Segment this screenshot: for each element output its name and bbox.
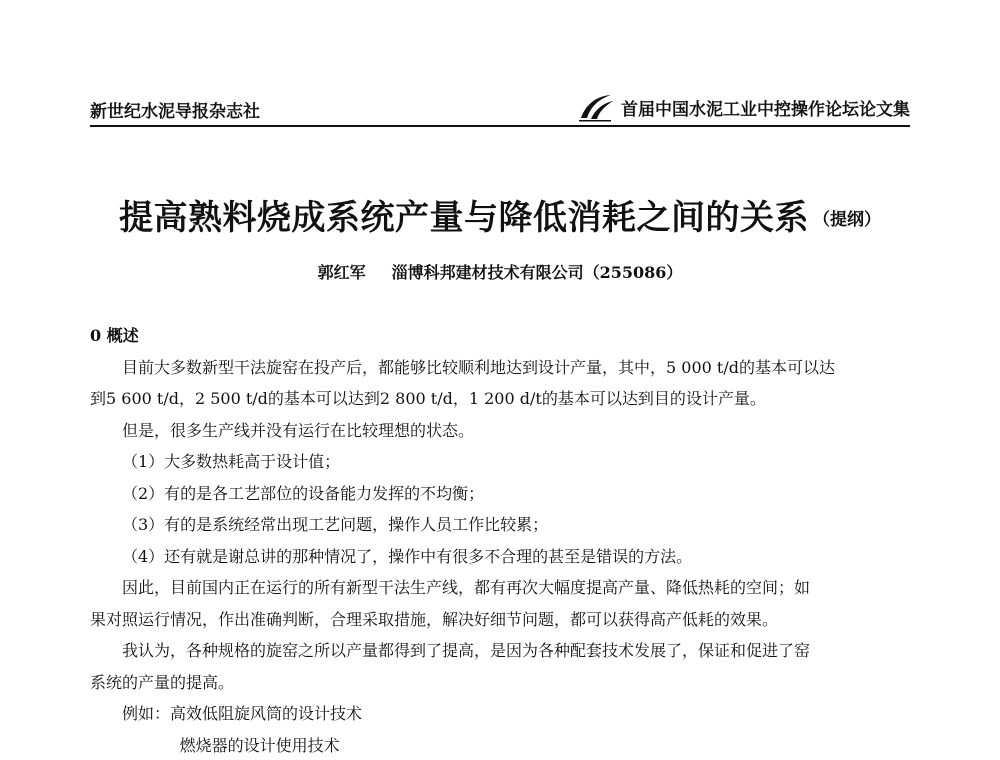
list-item: （1）大多数热耗高于设计值；	[122, 452, 341, 471]
publisher-name: 新世纪水泥导报杂志社	[90, 102, 260, 122]
paragraph-line: 但是，很多生产线并没有运行在比较理想的状态。	[122, 420, 475, 440]
byline	[0, 260, 1000, 283]
proceedings-title: 首届中国水泥工业中控操作论坛论文集	[621, 99, 910, 120]
author-name: 郭红军	[317, 263, 366, 282]
paragraph-line: 我认为，各种规格的旋窑之所以产量都得到了提高，是因为各种配套技术发展了，保证和促进了窑	[122, 641, 811, 660]
section-heading: 0 概述	[90, 326, 139, 345]
list-item: （4）还有就是谢总讲的那种情况了，操作中有很多不合理的甚至是错误的方法。	[122, 546, 693, 566]
paragraph-line: 果对照运行情况，作出准确判断，合理采取措施，解决好细节问题，都可以获得高产低耗的效果。	[90, 609, 779, 629]
paragraph-line: 例如：高效低阻旋风筒的设计技术	[122, 704, 363, 723]
article-title-row	[0, 190, 1000, 239]
list-item: （3）有的是系统经常出现工艺问题，操作人员工作比较累；	[122, 515, 549, 534]
author-affiliation: 淄博科邦建材技术有限公司（255086）	[391, 263, 683, 282]
proceedings-header	[577, 92, 910, 122]
header-divider	[90, 125, 910, 127]
paragraph-line: 目前大多数新型干法旋窑在投产后，都能够比较顺利地达到设计产量，其中，5 000 t/d的基本可以达	[122, 357, 835, 377]
paragraph-line: 系统的产量的提高。	[90, 672, 235, 692]
swoosh-logo-icon	[577, 92, 615, 122]
paragraph-line: 燃烧器的设计使用技术	[179, 735, 340, 755]
article-title: 提高熟料烧成系统产量与降低消耗之间的关系	[119, 198, 809, 238]
article-body	[90, 320, 910, 760]
article-title-note: （提纲）	[813, 210, 881, 230]
paragraph-line: 到5 600 t/d，2 500 t/d的基本可以达到2 800 t/d，1 200 d/t的基本可以达到目的设计产量。	[90, 389, 766, 408]
paragraph-line: 因此，目前国内正在运行的所有新型干法生产线，都有再次大幅度提高产量、降低热耗的空间；如	[122, 578, 811, 597]
list-item: （2）有的是各工艺部位的设备能力发挥的不均衡；	[122, 483, 485, 503]
